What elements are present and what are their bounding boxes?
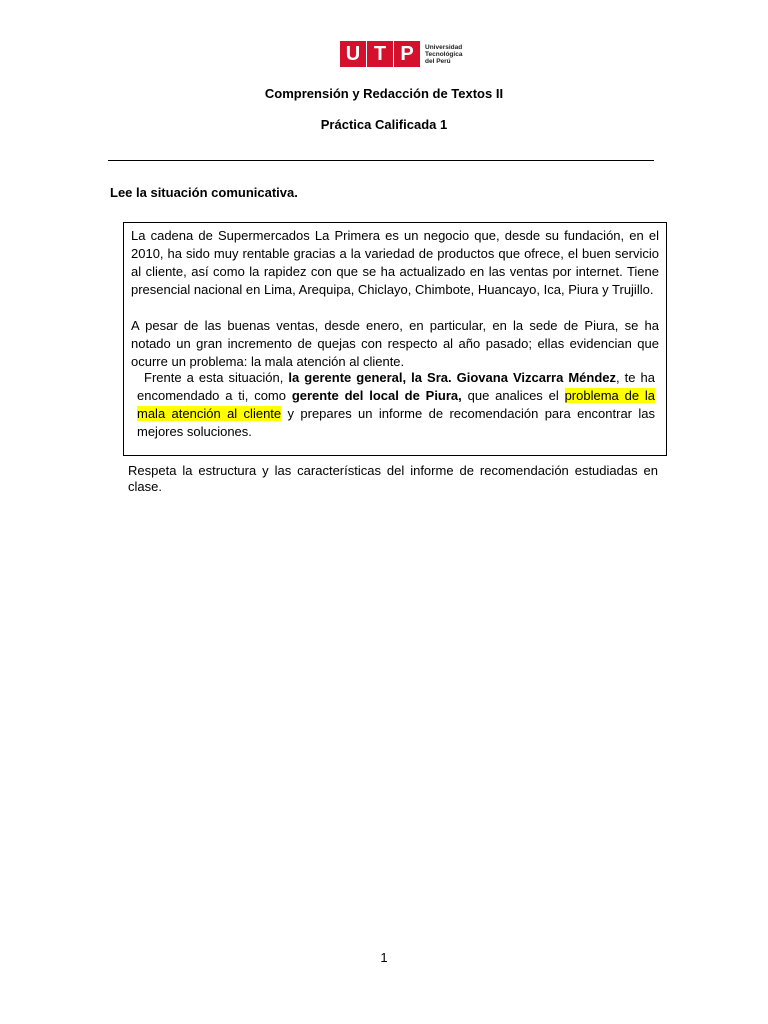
p3-text: , te ha encomendado a ti, como <box>137 370 656 403</box>
p3-text: Frente a esta situación, <box>144 370 289 385</box>
p3-text: y prepares un informe de recomendación para encontrar las mejores soluciones. <box>137 406 655 439</box>
horizontal-rule <box>108 160 654 161</box>
logo-letter-p: P <box>394 41 420 67</box>
logo-letter-t: T <box>367 41 393 67</box>
logo-letter-u: U <box>340 41 366 67</box>
p3-highlighted-problem: problema de la mala atención al cliente <box>137 388 655 421</box>
situation-paragraph-1: La cadena de Supermercados La Primera es un negocio que, desde su fundación, en el 2010, ha sido muy rentable gracias a la variedad de productos que ofrece, el buen servicio al cliente, así como la rapidez con que se ha actualizado en las ventas por internet. Tiene presencial nacional en Lima, Arequipa, Chiclayo, Chimbote, Huancayo, Ica, Piura y Trujillo. <box>131 228 659 297</box>
logo-text-line: del Perú <box>425 57 451 65</box>
structure-note: Respeta la estructura y las características del informe de recomendación estudiadas en clase. <box>128 463 658 494</box>
logo-text <box>425 44 462 65</box>
course-title: Comprensión y Redacción de Textos II <box>264 86 504 101</box>
utp-logo <box>340 41 462 67</box>
logo-text-line: Tecnológica <box>425 50 463 58</box>
p3-bold-general-manager: la gerente general, la Sra. Giovana Vizcarra Méndez <box>288 370 617 385</box>
instruction-heading: Lee la situación comunicativa. <box>110 185 298 200</box>
p3-text: que analices el <box>461 388 565 403</box>
situation-paragraph-2: A pesar de las buenas ventas, desde enero, en particular, en la sede de Piura, se ha notado un gran incremento de quejas con respecto al año pasado; ellas evidencian que ocurre un problema: la mala atención al cliente. <box>131 318 659 369</box>
situation-paragraph-3 <box>137 369 655 441</box>
page-number: 1 <box>380 950 388 965</box>
p3-bold-local-manager: gerente del local de Piura, <box>291 388 462 403</box>
logo-text-line: Universidad <box>425 43 463 51</box>
practice-subtitle: Práctica Calificada 1 <box>320 117 448 132</box>
